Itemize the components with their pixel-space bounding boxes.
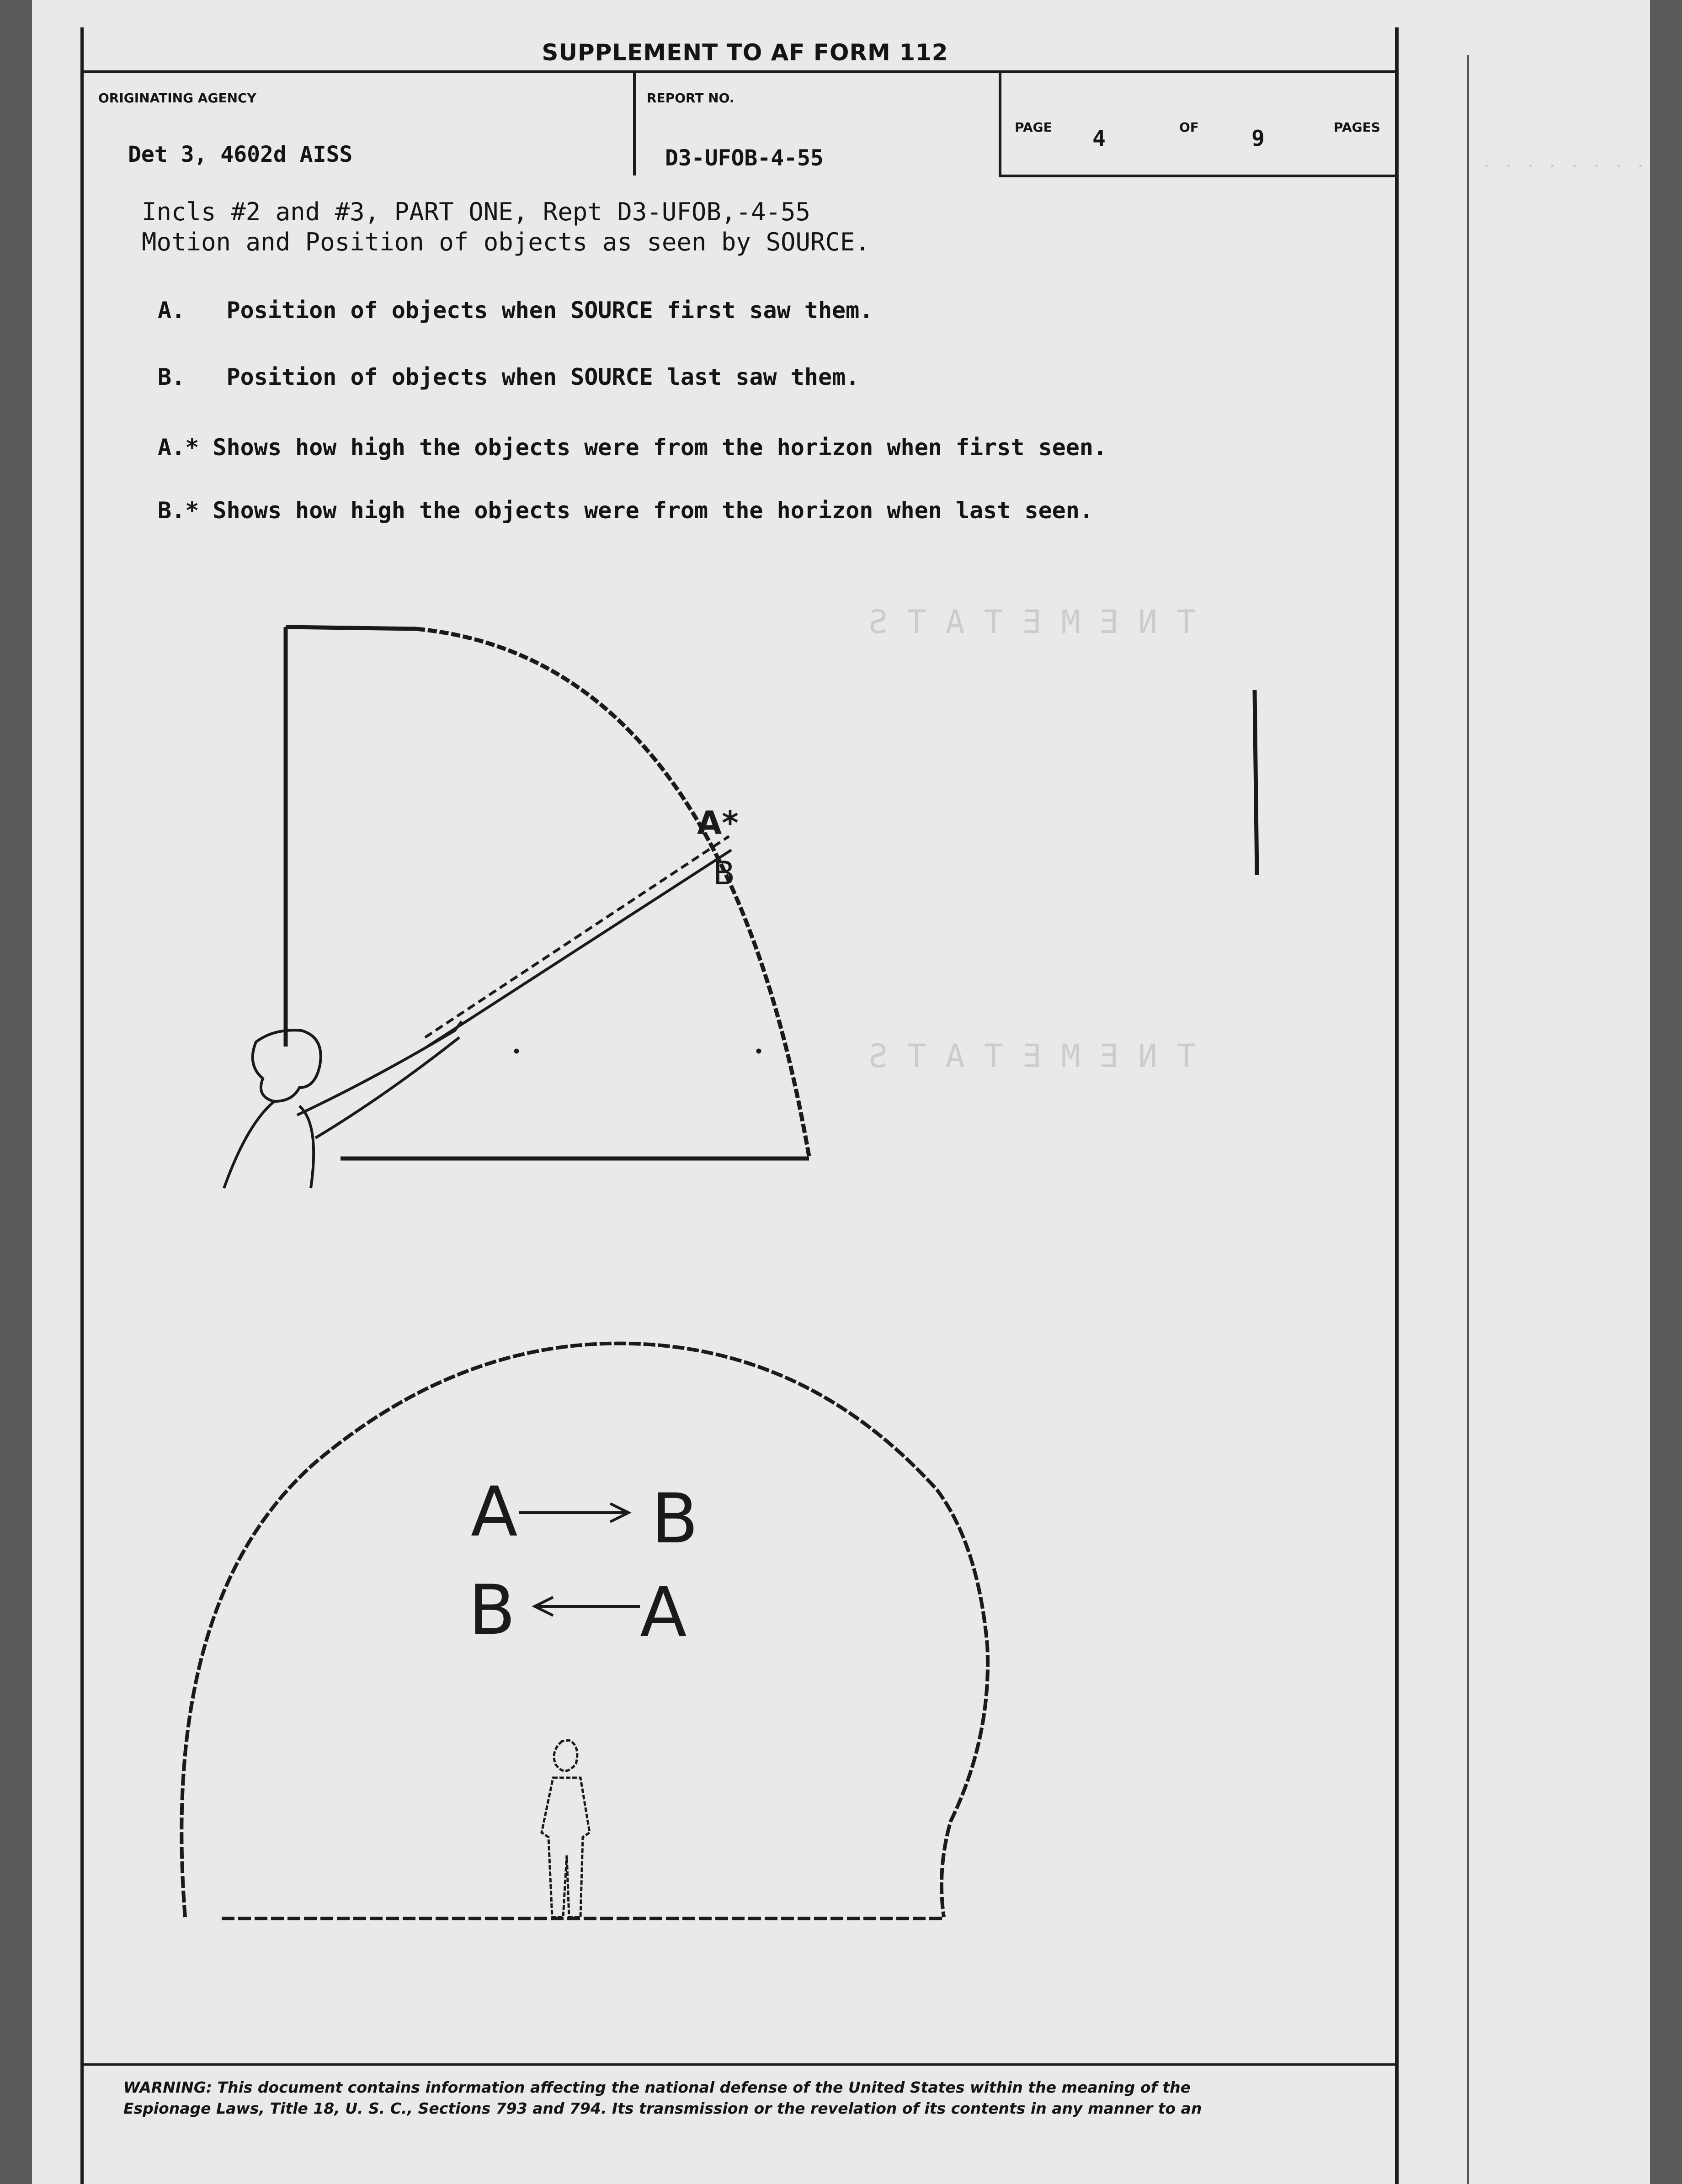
warning-line-1: WARNING: This document contains information affecting the national defense of the United States within the meaning of the	[123, 2078, 1191, 2096]
bleed-through-heading-2: T N E M E T A T S	[868, 1037, 1196, 1075]
form-title: SUPPLEMENT TO AF FORM 112	[542, 39, 948, 66]
bleed-through-text: . . . . . . . .	[1481, 151, 1646, 172]
dot-mark	[756, 1049, 761, 1053]
item-b-star-text: Shows how high the objects were from the horizon when last seen.	[213, 497, 1093, 524]
figure-head	[554, 1740, 577, 1771]
item-b-key: B.	[158, 364, 186, 390]
page-value: 4	[1092, 126, 1106, 151]
dome-row2-left: B	[468, 1571, 516, 1650]
dome-row2-right: A	[640, 1573, 687, 1653]
item-b-text: Position of objects when SOURCE last saw them.	[226, 364, 860, 390]
margin-mark	[1255, 690, 1257, 875]
item-a-star-key: A.*	[158, 434, 199, 461]
elevation-top-edge	[286, 627, 416, 629]
label-a-star: A*	[697, 804, 739, 842]
report-no-label: REPORT NO.	[647, 90, 735, 106]
item-a-text: Position of objects when SOURCE first saw them.	[226, 297, 873, 324]
originating-agency-label: ORIGINATING AGENCY	[98, 90, 256, 106]
dot-mark	[514, 1049, 519, 1053]
of-label: OF	[1179, 120, 1199, 135]
bleed-through-heading: T N E M E T A T S	[868, 603, 1196, 641]
pages-label: PAGES	[1334, 120, 1380, 135]
page-label: PAGE	[1015, 120, 1052, 135]
elevation-diagram	[224, 627, 1257, 1188]
warning-line-2: Espionage Laws, Title 18, U. S. C., Sections 793 and 794. Its transmission or the revelation of its contents in any manner to an	[123, 2099, 1202, 2117]
label-b-star: B	[713, 855, 735, 892]
dome-row1-left: A	[471, 1472, 518, 1552]
warning-notice	[123, 2077, 1394, 2119]
report-no-value: D3-UFOB-4-55	[665, 145, 824, 171]
item-b-star-key: B.*	[158, 497, 199, 524]
sight-line-a	[425, 836, 729, 1037]
figure-body	[542, 1778, 590, 1917]
item-a-star-text: Shows how high the objects were from the horizon when first seen.	[213, 434, 1107, 461]
incl-heading-line1: Incls #2 and #3, PART ONE, Rept D3-UFOB,-4-55	[142, 197, 810, 226]
originating-agency-value: Det 3, 4602d AISS	[128, 142, 353, 167]
observer-arm-top	[297, 1021, 462, 1115]
elevation-arc	[416, 629, 809, 1156]
item-a-key: A.	[158, 297, 186, 324]
observer-back	[224, 1101, 274, 1188]
dome-outline	[181, 1344, 988, 1917]
dome-row1-right: B	[651, 1479, 698, 1559]
dome-diagram	[181, 1344, 988, 1918]
incl-heading-line2: Motion and Position of objects as seen by SOURCE.	[142, 228, 870, 256]
sight-line-b	[427, 850, 731, 1047]
footer-rule	[80, 2063, 1399, 2066]
observer-chest	[299, 1106, 314, 1188]
of-value: 9	[1251, 126, 1265, 151]
observer-arm-bottom	[315, 1037, 459, 1138]
